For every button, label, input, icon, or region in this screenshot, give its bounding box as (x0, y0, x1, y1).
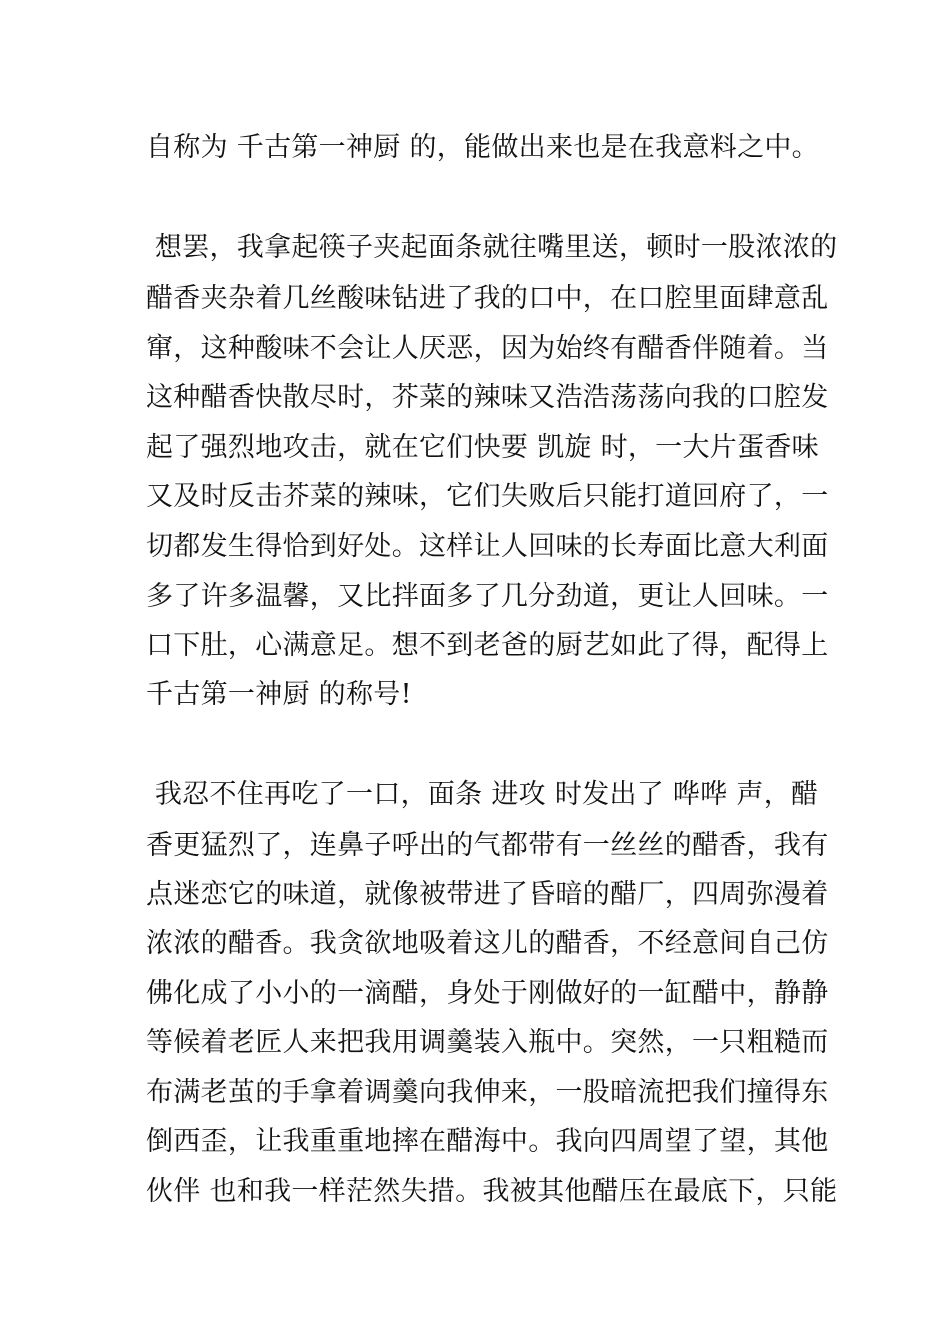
text-line: 窜，这种酸味不会让人厌恶，因为始终有醋香伴随着。当 (146, 333, 829, 364)
text-line: 伙伴 也和我一样茫然失措。我被其他醋压在最底下，只能 (146, 1176, 838, 1207)
text-line: 点迷恋它的味道，就像被带进了昏暗的醋厂，四周弥漫着 (146, 879, 829, 910)
text-line: 千古第一神厨 的称号! (146, 679, 412, 710)
text-line: 浓浓的醋香。我贪欲地吸着这儿的醋香，不经意间自己仿 (146, 928, 829, 959)
text-line: 口下肚，心满意足。想不到老爸的厨艺如此了得，配得上 (146, 630, 829, 661)
text-line: 等候着老匠人来把我用调羹装入瓶中。突然，一只粗糙而 (146, 1027, 829, 1058)
text-line: 又及时反击芥菜的辣味，它们失败后只能打道回府了，一 (146, 481, 829, 512)
text-line: 我忍不住再吃了一口，面条 进攻 时发出了 哗哗 声，醋 (146, 779, 819, 810)
text-line: 想罢，我拿起筷子夹起面条就往嘴里送，顿时一股浓浓的 (146, 232, 838, 263)
text-line: 切都发生得恰到好处。这样让人回味的长寿面比意大利面 (146, 531, 829, 562)
text-line: 起了强烈地攻击，就在它们快要 凯旋 时，一大片蛋香味 (146, 432, 819, 463)
text-line: 佛化成了小小的一滴醋，身处于刚做好的一缸醋中，静静 (146, 978, 829, 1009)
text-line: 醋香夹杂着几丝酸味钻进了我的口中，在口腔里面肆意乱 (146, 283, 829, 314)
text-line: 这种醋香快散尽时，芥菜的辣味又浩浩荡荡向我的口腔发 (146, 382, 829, 413)
text-line: 布满老茧的手拿着调羹向我伸来，一股暗流把我们撞得东 (146, 1077, 829, 1108)
text-line: 倒西歪，让我重重地摔在醋海中。我向四周望了望，其他 (146, 1126, 829, 1157)
text-line: 自称为 千古第一神厨 的，能做出来也是在我意料之中。 (146, 132, 819, 163)
text-line: 多了许多温馨，又比拌面多了几分劲道，更让人回味。一 (146, 581, 829, 612)
text-line: 香更猛烈了，连鼻子呼出的气都带有一丝丝的醋香，我有 (146, 830, 829, 861)
